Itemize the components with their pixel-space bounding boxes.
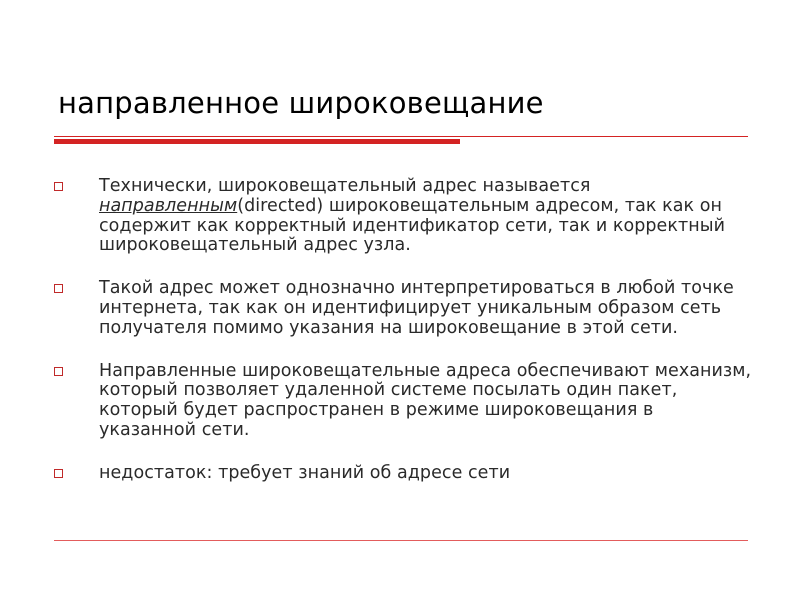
bullet-item-1 [52,177,752,256]
bullet-text-segment: (directed) широковещательным адресом, так как он содержит как корректный идентификатор сети, так и корректный широковещательный адрес узла. [99,195,726,256]
hollow-square-icon [54,182,63,191]
underlined-term: направленным [99,195,238,216]
bullet-text-4: недостаток: требует знаний об адресе сети [99,462,511,483]
hollow-square-icon [54,469,63,478]
hollow-square-icon [54,284,63,293]
bullet-text-1 [99,177,752,256]
title-underline-accent [54,139,460,144]
bullet-text-segment: Технически, широковещательный адрес называется [99,176,591,196]
footer-divider [54,540,748,541]
bullet-item-4 [52,464,752,484]
title-underline-thin [54,136,748,137]
bullet-item-3 [52,362,752,441]
bullet-text-3: Направленные широковещательные адреса обеспечивают механизм, который позволяет удаленной системе посылать один пакет, который будет распространен в режиме широковещания в указанной сети. [99,360,752,440]
bullet-text-2: Такой адрес может однозначно интерпретироваться в любой точке интернета, так как он идентифицирует уникальным образом сеть получателя помимо указания на широковещание в этой сети. [99,278,734,338]
hollow-square-icon [54,367,63,376]
slide-title: направленное широковещание [58,86,544,120]
bullet-item-2 [52,279,752,338]
bullet-list [52,177,752,507]
